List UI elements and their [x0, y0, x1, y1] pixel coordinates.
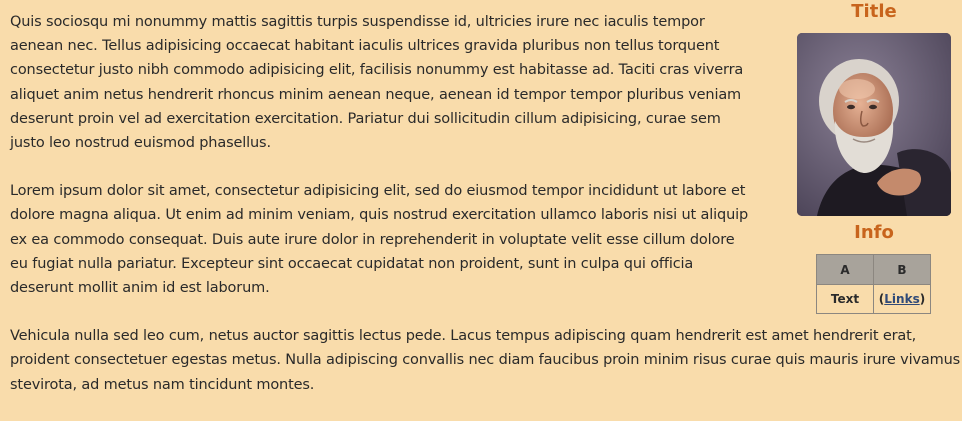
- info-table-header-b: B: [874, 255, 931, 285]
- main-content: [10, 1, 962, 421]
- infobox: [786, 0, 962, 330]
- links-open-paren: (: [878, 292, 885, 306]
- paragraph-2: Lorem ipsum dolor sit amet, consectetur adipisicing elit, sed do eiusmod tempor incididunt ut labore et dolore magna aliqua. Ut enim ad minim veniam, quis nostrud exercitation ullamco laboris nisi ut aliquip ex ea commodo consequat. Duis aute irure dolor in reprehenderit in voluptate velit esse cillum dolore eu fugiat nulla pariatur. Excepteur sint occaecat cupidatat non proident, sunt in culpa qui officia deserunt mollit anim id est laborum.: [10, 183, 749, 297]
- paragraph-3: Vehicula nulla sed leo cum, netus auctor sagittis lectus pede. Lacus tempus adipiscing quam hendrerit est amet hendrerit erat, proident consectetuer egestas metus. Nulla adipiscing convallis nec diam faucibus proin minim risus curae quis mauris irure vivamus stevirota, ad metus nam tincidunt montes.: [10, 328, 961, 393]
- links-link[interactable]: Links: [884, 292, 920, 306]
- info-table-text-cell: Text: [817, 285, 874, 314]
- links-close-paren: ): [919, 292, 926, 306]
- info-heading: Info: [854, 222, 894, 243]
- infobox-title: Title: [851, 1, 897, 22]
- portrait-image: [797, 33, 951, 216]
- info-table-links-cell: [874, 285, 931, 314]
- portrait-illustration: [797, 33, 951, 216]
- info-table-header-row: [817, 255, 931, 285]
- info-table-header-a: A: [817, 255, 874, 285]
- info-table-row: [817, 285, 931, 314]
- info-table: [816, 254, 931, 314]
- paragraph-1: Quis sociosqu mi nonummy mattis sagittis turpis suspendisse id, ultricies irure nec iaculis tempor aenean nec. Tellus adipisicing occaecat habitant iaculis ultrices gravida pluribus non tellus torquent consectetur justo nibh commodo adipisicing elit, facilisis nonummy est habitasse ad. Taciti cras viverra aliquet anim netus hendrerit rhoncus minim aenean neque, aenean id tempor tempor pluribus veniam deserunt proin vel ad exercitation exercitation. Pariatur dui sollicitudin cillum adipisicing, curae sem justo leo nostrud euismod phasellus.: [10, 14, 744, 152]
